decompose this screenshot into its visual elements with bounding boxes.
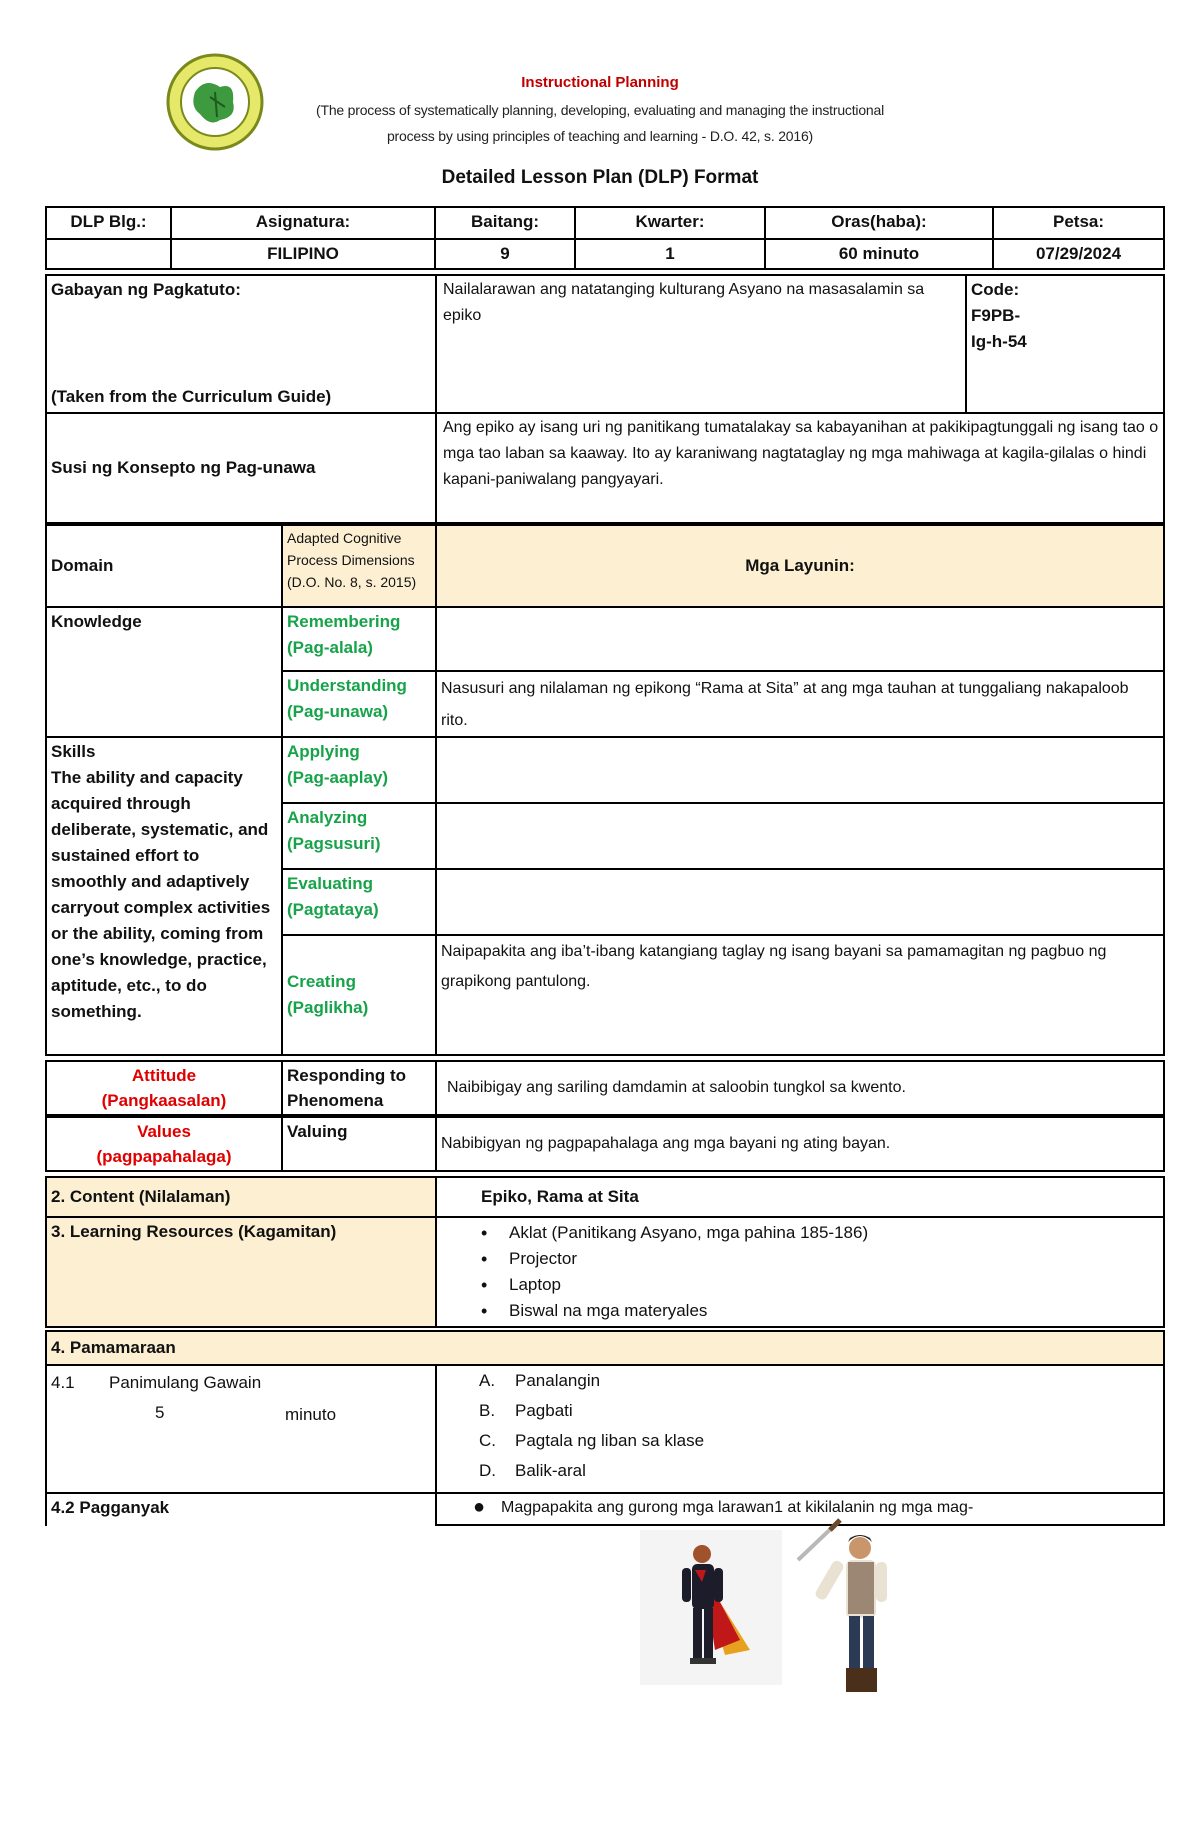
applying-text <box>435 736 1165 804</box>
resource-item: • Projector <box>481 1246 1159 1272</box>
oras-value: 60 minuto <box>764 238 994 270</box>
understanding-fil: (Pag-unawa) <box>287 702 389 721</box>
applying-fil: (Pag-aaplay) <box>287 768 389 787</box>
baitang-header: Baitang: <box>434 206 576 240</box>
panimula-item: D. Balik-aral <box>479 1461 586 1480</box>
evaluating-cell <box>281 868 437 936</box>
baitang-value: 9 <box>434 238 576 270</box>
code-line1: F9PB- <box>971 306 1021 325</box>
panimula-item: B. Pagbati <box>479 1401 573 1420</box>
content-label: 2. Content (Nilalaman) <box>45 1176 437 1218</box>
gabayan-note: (Taken from the Curriculum Guide) <box>51 387 332 406</box>
document-title: Detailed Lesson Plan (DLP) Format <box>441 167 759 188</box>
pagganyak-text: Magpapakita ang gurong mga larawan1 at kikilalanin ng mga mag- <box>501 1499 974 1516</box>
remembering-label: Remembering <box>287 612 401 631</box>
resource-item: • Biswal na mga materyales <box>481 1298 1159 1324</box>
petsa-value: 07/29/2024 <box>992 238 1165 270</box>
understanding-cell <box>281 670 437 738</box>
gabayan-label: Gabayan ng Pagkatuto: <box>51 280 241 299</box>
petsa-header: Petsa: <box>992 206 1165 240</box>
header-title: Instructional Planning <box>521 74 679 91</box>
domain-header: Domain <box>45 524 283 608</box>
hero-image-2 <box>790 1510 910 1705</box>
panimula-list <box>441 1366 1159 1486</box>
susi-label: Susi ng Konsepto ng Pag-unawa <box>45 412 437 524</box>
values-label: Values <box>137 1122 191 1141</box>
panimula-item: C. Pagtala ng liban sa klase <box>479 1431 705 1450</box>
gabayan-label-cell <box>45 274 437 414</box>
analyzing-label: Analyzing <box>287 808 368 827</box>
code-line2: Ig-h-54 <box>971 332 1027 351</box>
acpd-header <box>281 524 437 608</box>
evaluating-label: Evaluating <box>287 874 373 893</box>
hero-image-1 <box>640 1530 782 1685</box>
panimula-list-cell <box>435 1364 1165 1494</box>
acpd-line2: Process Dimensions <box>287 552 415 568</box>
panimula-unit: minuto <box>285 1405 337 1424</box>
gabayan-text: Nailalarawan ang natatanging kulturang Asyano na masasalamin sa epiko <box>435 274 967 414</box>
attitude-dimension: Responding to Phenomena <box>281 1060 437 1116</box>
remembering-text <box>435 606 1165 672</box>
dlp-blg-value <box>45 238 172 270</box>
skills-desc: The ability and capacity acquired through deliberate, systematic, and sustained effort to smoothly and adaptively carryout complex activities or the ability, coming from one’s knowledge, practice, aptitude, etc., to do something. <box>51 768 271 1021</box>
creating-cell <box>281 934 437 1056</box>
susi-text: Ang epiko ay isang uri ng panitikang tumatalakay sa kabayanihan at pakikipagtunggali ng isang tao o mga tao laban sa kaaway. Ito ay karaniwang nagtataglay ng mga mahiwaga at kagila-gilalas o hindi kapani-paniwalang pangyayari. <box>435 412 1165 524</box>
oras-header: Oras(haba): <box>764 206 994 240</box>
skills-cell <box>45 736 283 1056</box>
header-subtitle-line2: process by using principles of teaching and learning - D.O. 42, s. 2016) <box>386 128 814 144</box>
resource-item: • Aklat (Panitikang Asyano, mga pahina 185-186) <box>481 1220 1159 1246</box>
knowledge-label: Knowledge <box>45 606 283 738</box>
panimula-number: 4.1 <box>51 1373 75 1392</box>
panimula-item: A. Panalangin <box>479 1371 601 1390</box>
panimula-label: Panimulang Gawain <box>109 1373 262 1392</box>
analyzing-fil: (Pagsusuri) <box>287 834 381 853</box>
kwarter-value: 1 <box>574 238 766 270</box>
header-subtitle-line1: (The process of systematically planning, developing, evaluating and managing the instructional <box>316 102 884 118</box>
pamamaraan-header: 4. Pamamaraan <box>45 1330 1165 1366</box>
evaluating-fil: (Pagtataya) <box>287 900 379 919</box>
creating-label: Creating <box>287 972 356 991</box>
values-dimension: Valuing <box>281 1116 437 1172</box>
resource-item: • Laptop <box>481 1272 1159 1298</box>
remembering-fil: (Pag-alala) <box>287 638 373 657</box>
resources-list-cell <box>435 1216 1165 1328</box>
values-text: Nabibigyan ng pagpapahalaga ang mga bayani ng ating bayan. <box>435 1116 1165 1172</box>
understanding-label: Understanding <box>287 676 407 695</box>
skills-label: Skills <box>51 742 96 761</box>
asignatura-header: Asignatura: <box>170 206 436 240</box>
values-fil: (pagpapahalaga) <box>96 1147 232 1166</box>
kwarter-header: Kwarter: <box>574 206 766 240</box>
bullet-icon: ● <box>473 1496 486 1518</box>
code-label: Code: <box>971 280 1020 299</box>
resources-list <box>441 1220 1159 1324</box>
understanding-text: Nasusuri ang nilalaman ng epikong “Rama at Sita” at ang mga tauhan at tunggaliang nakapaloob rito. <box>435 670 1165 738</box>
attitude-label: Attitude <box>131 1066 197 1085</box>
analyzing-cell <box>281 802 437 870</box>
acpd-line1: Adapted Cognitive <box>287 530 402 546</box>
values-cell <box>45 1116 283 1172</box>
asignatura-value: FILIPINO <box>170 238 436 270</box>
creating-text: Naipapakita ang iba’t-ibang katangiang taglay ng isang bayani sa pamamagitan ng pagbuo ng grapikong pantulong. <box>435 934 1165 1056</box>
panimula-label-cell <box>45 1364 437 1494</box>
dlp-blg-header: DLP Blg.: <box>45 206 172 240</box>
pagganyak-label: 4.2 Pagganyak <box>45 1492 437 1526</box>
content-text: Epiko, Rama at Sita <box>435 1176 1165 1218</box>
analyzing-text <box>435 802 1165 870</box>
attitude-text: Naibibigay ang sariling damdamin at saloobin tungkol sa kwento. <box>435 1060 1165 1116</box>
mga-layunin-header: Mga Layunin: <box>435 524 1165 608</box>
attitude-fil: (Pangkaasalan) <box>101 1091 227 1110</box>
remembering-cell <box>281 606 437 672</box>
applying-label: Applying <box>287 742 360 761</box>
attitude-cell <box>45 1060 283 1116</box>
gabayan-code-cell <box>965 274 1165 414</box>
applying-cell <box>281 736 437 804</box>
panimula-minutes: 5 <box>155 1403 165 1422</box>
evaluating-text <box>435 868 1165 936</box>
resources-label: 3. Learning Resources (Kagamitan) <box>45 1216 437 1328</box>
creating-fil: (Paglikha) <box>287 998 369 1017</box>
acpd-line3: (D.O. No. 8, s. 2015) <box>287 574 417 590</box>
